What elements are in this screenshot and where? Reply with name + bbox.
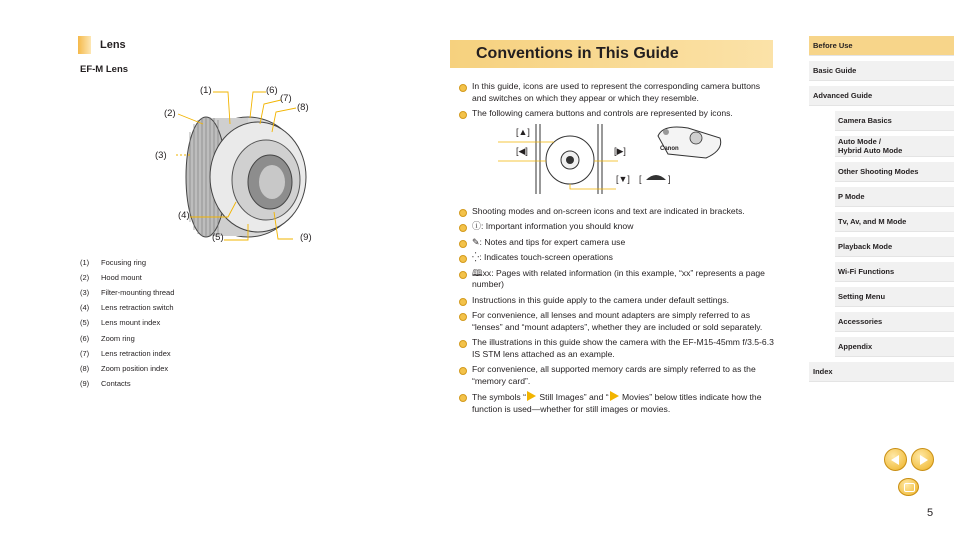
list-item [458, 237, 776, 249]
callout-5: (5) [212, 232, 224, 243]
previous-page-icon[interactable] [884, 448, 907, 471]
page-title: Conventions in This Guide [476, 45, 679, 62]
list-item [80, 315, 174, 330]
left-button-icon: [◀] [516, 145, 528, 156]
list-item [458, 108, 776, 120]
next-page-icon[interactable] [911, 448, 934, 471]
conventions-section [450, 40, 780, 414]
nav-before-use[interactable]: Before Use [809, 36, 954, 56]
right-button-icon: [▶] [614, 145, 626, 156]
part-label: Lens retraction switch [101, 303, 174, 313]
bullet-text: xx: Pages with related information (in this example, “xx” represents a page number) [472, 267, 765, 289]
bullet-icon [458, 310, 472, 333]
callout-6: (6) [266, 85, 278, 96]
section-nav [809, 36, 954, 387]
lens-diagram [78, 82, 338, 247]
page-number: 5 [927, 507, 934, 519]
bullet-icon [458, 206, 472, 218]
nav-appendix[interactable]: Appendix [835, 337, 954, 357]
list-item [80, 270, 174, 285]
bullet-icon [458, 391, 472, 415]
down-button-icon: [▼] [616, 173, 630, 184]
list-item [80, 285, 174, 300]
part-label: Lens mount index [101, 318, 161, 328]
nav-other-shooting-modes[interactable]: Other Shooting Modes [835, 162, 954, 182]
bullet-icon [458, 364, 472, 387]
list-item [80, 346, 174, 361]
nav-index[interactable]: Index [809, 362, 954, 382]
list-item [458, 252, 776, 264]
part-number: (6) [80, 333, 90, 343]
nav-setting-menu[interactable]: Setting Menu [835, 287, 954, 307]
callout-1: (1) [200, 85, 212, 96]
list-item [458, 337, 776, 360]
bullet-text: Movies” below titles indicate how the function is used—whether for still images or movies. [472, 392, 762, 414]
bullet-text: Still Images” and “ [536, 392, 609, 402]
callout-2: (2) [164, 108, 176, 119]
list-item [458, 268, 776, 291]
part-label: Zoom position index [101, 363, 169, 373]
list-item [458, 364, 776, 387]
bullet-text: For convenience, all lenses and mount adapters are simply referred to as “lenses” and “mount adapters”, whether they are included or sold separately. [472, 310, 763, 332]
bullet-text: Shooting modes and on-screen icons and text are indicated in brackets. [472, 205, 745, 216]
bullet-text: : Indicates touch-screen operations [479, 252, 613, 262]
callout-8: (8) [297, 102, 309, 113]
list-item [458, 81, 776, 104]
camera-controls-figure [458, 124, 776, 196]
part-label: Zoom ring [101, 333, 135, 343]
bullet-text: The symbols “ [472, 392, 526, 402]
nav-p-mode[interactable]: P Mode [835, 187, 954, 207]
part-label: Contacts [101, 378, 131, 388]
bullet-text: The following camera buttons and controls are represented by icons. [472, 108, 733, 118]
list-item [80, 330, 174, 345]
camera-controls-illustration [458, 124, 776, 196]
list-item [458, 206, 776, 218]
list-item [80, 300, 174, 315]
nav-camera-basics[interactable]: Camera Basics [835, 111, 954, 131]
important-icon: ⓘ [472, 221, 482, 231]
part-label: Filter-mounting thread [101, 288, 175, 298]
book-icon: 🕮 [472, 267, 483, 278]
touch-icon: ⁛ [472, 252, 480, 262]
list-item [80, 376, 174, 391]
up-button-icon: [▲] [516, 126, 530, 137]
list-item [80, 255, 174, 270]
nav-playback-mode[interactable]: Playback Mode [835, 237, 954, 257]
movies-icon [610, 391, 619, 401]
conventions-list [458, 81, 776, 419]
pencil-icon: ✎ [472, 236, 480, 247]
heading-bar [450, 40, 773, 68]
part-number: (9) [80, 378, 90, 388]
page-nav-arrows [884, 448, 934, 471]
nav-auto-mode[interactable] [835, 136, 954, 157]
bullet-icon [458, 81, 472, 104]
part-number: (3) [80, 288, 90, 298]
callout-7: (7) [280, 93, 292, 104]
camera-brand-label: Canon [660, 145, 679, 152]
part-number: (8) [80, 363, 90, 373]
nav-wifi-functions[interactable]: Wi-Fi Functions [835, 262, 954, 282]
bullet-text: In this guide, icons are used to represent the corresponding camera buttons and switches on which they appear or which they resemble. [472, 81, 761, 103]
section-tab-marker [78, 36, 91, 54]
lens-section [78, 34, 408, 75]
bullet-icon [458, 252, 472, 264]
bullet-text: The illustrations in this guide show the camera with the EF-M15-45mm f/3.5-6.3 IS STM lens attached as an example. [472, 337, 774, 359]
list-item [458, 310, 776, 333]
list-item [80, 361, 174, 376]
part-number: (4) [80, 303, 90, 313]
part-label: Hood mount [101, 273, 142, 283]
home-icon[interactable] [898, 478, 919, 496]
nav-basic-guide[interactable]: Basic Guide [809, 61, 954, 81]
dial-bracket-close: ] [668, 173, 671, 184]
lens-header [78, 34, 408, 56]
lens-subtitle: EF-M Lens [80, 64, 129, 75]
nav-accessories[interactable]: Accessories [835, 312, 954, 332]
bullet-text: For convenience, all supported memory cards are simply referred to as the “memory card”. [472, 364, 756, 386]
list-item [458, 391, 776, 415]
callout-9: (9) [300, 232, 312, 243]
bullet-icon [458, 237, 472, 249]
part-label: Lens retraction index [101, 348, 171, 358]
part-number: (2) [80, 273, 90, 283]
bullet-icon [458, 108, 472, 120]
bullet-icon [458, 337, 472, 360]
bullet-icon [458, 268, 472, 291]
callout-3: (3) [155, 150, 167, 161]
nav-auto-mode-line1: Auto Mode / [838, 137, 881, 146]
part-number: (1) [80, 258, 90, 268]
list-item [458, 221, 776, 233]
bullet-icon [458, 221, 472, 233]
bullet-text: : Important information you should know [481, 221, 634, 231]
lens-title: Lens [100, 39, 126, 51]
part-number: (5) [80, 318, 90, 328]
part-label: Focusing ring [101, 258, 147, 268]
dial-bracket-open: [ [639, 173, 642, 184]
bullet-text: Instructions in this guide apply to the camera under default settings. [472, 294, 730, 305]
nav-advanced-guide[interactable]: Advanced Guide [809, 86, 954, 106]
list-item [458, 295, 776, 307]
callout-4: (4) [178, 210, 190, 221]
nav-tv-av-m-mode[interactable]: Tv, Av, and M Mode [835, 212, 954, 232]
part-number: (7) [80, 348, 90, 358]
bullet-text: : Notes and tips for expert camera use [479, 236, 626, 247]
lens-parts-list [80, 255, 174, 391]
still-images-icon [527, 391, 536, 401]
bullet-icon [458, 295, 472, 307]
nav-auto-mode-line2: Hybrid Auto Mode [838, 146, 903, 155]
